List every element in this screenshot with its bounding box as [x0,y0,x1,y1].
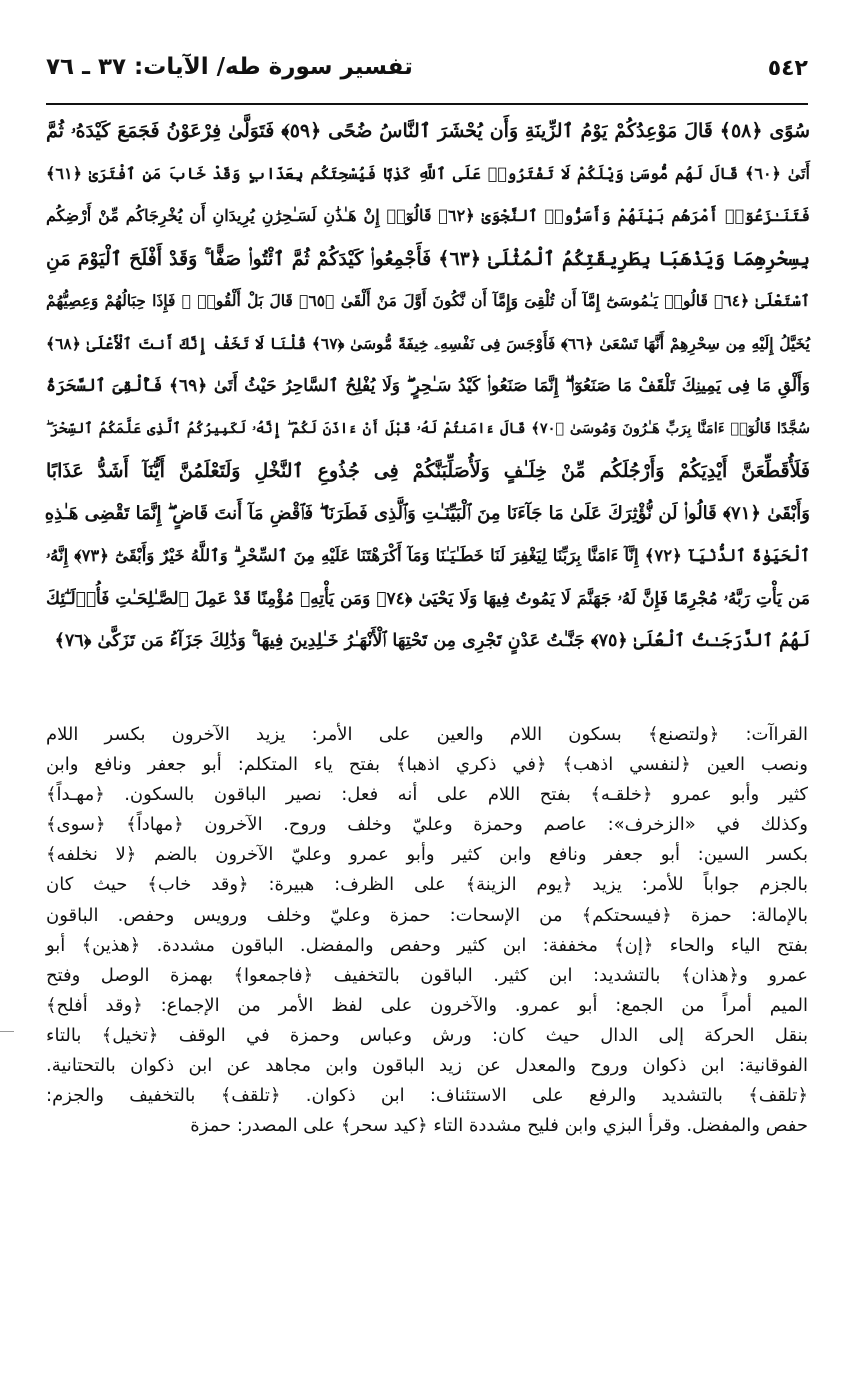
verse-line: فَتَنَـٰزَعُوٓا۟ أَمْرَهُم بَيْنَهُمْ وَأَسَرُّوا۟ ٱلنَّجْوَىٰ ﴿٦٢﴾ قَالُوٓا۟ إِنْ هَـٰذَٰنِ لَسَـٰحِرَٰنِ يُرِيدَانِ أَن يُخْرِجَاكُم مِّنْ أَرْضِكُم [46,206,810,225]
verse-line: وَأَبْقَىٰ ﴿٧١﴾ قَالُوا۟ لَن نُّؤْثِرَكَ عَلَىٰ مَا جَآءَنَا مِنَ ٱلْبَيِّنَـٰتِ وَٱلَّذِى فَطَرَنَا ۖ فَٱقْضِ مَآ أَنتَ قَاضٍ ۖ إِنَّمَا تَقْضِى هَـٰذِهِ [44,502,810,524]
commentary-line: بكسر السين: أبو جعفر ونافع وابن كثير وأبو عمرو وعليّ الآخرون بالضم ﴿لا نخلفه﴾ [46,844,808,866]
quran-verses-block [46,110,810,663]
page-header [46,50,808,100]
verse-line: يُخَيَّلُ إِلَيْهِ مِن سِحْرِهِمْ أَنَّهَا تَسْعَىٰ ﴿٦٦﴾ فَأَوْجَسَ فِى نَفْسِهِۦ خِيفَةً مُّوسَىٰ ﴿٦٧﴾ قُلْنَا لَا تَخَفْ إِنَّكَ أَنتَ ٱلْأَعْلَىٰ ﴿٦٨﴾ [46,333,810,353]
commentary-line: الفوقانية: ابن ذكوان وروح والمعدل عن زيد الباقون وابن مجاهد عن ابن ذكوان بالتحتانية. [46,1055,808,1077]
commentary-line: ﴿تلقف﴾ بالتشديد والرفع على الاستئناف: ابن ذكوان. ﴿تلقف﴾ بالتخفيف والجزم: [46,1085,808,1107]
commentary-line: بالإمالة: حمزة ﴿فيسحتكم﴾ من الإسحات: حمزة وعليّ وخلف ورويس وحفص. الباقون [46,904,808,926]
verse-line: أَتَىٰ ﴿٦٠﴾ قَالَ لَهُم مُّوسَىٰ وَيْلَكُمْ لَا تَفْتَرُوا۟ عَلَى ٱللَّهِ كَذِبًا فَيُسْحِتَكُم بِعَذَابٍ وَقَدْ خَابَ مَنِ ٱفْتَرَىٰ ﴿٦١﴾ [46,163,810,183]
verse-line: وَأَلْقِ مَا فِى يَمِينِكَ تَلْقَفْ مَا صَنَعُوٓا۟ ۖ إِنَّمَا صَنَعُوا۟ كَيْدُ سَـٰحِرٍ ۖ وَلَا يُفْلِحُ ٱلسَّاحِرُ حَيْثُ أَتَىٰ ﴿٦٩﴾ فَأُلْقِىَ ٱلسَّحَرَةُ [46,376,810,396]
commentary-line: بنقل الحركة إلى الدال حيث كان: ورش وعباس وحمزة في الوقف ﴿تخيل﴾ بالتاء [46,1024,808,1046]
commentary-line: بالجزم جواباً للأمر: يزيد ﴿يوم الزينة﴾ على الظرف: هبيرة: ﴿وقد خاب﴾ حيث كان [46,874,808,896]
commentary-line: حفص والمفضل. وقرأ البزي وابن فليح مشددة التاء ﴿كيد سحر﴾ على المصدر: حمزة [190,1115,808,1137]
verse-line: مَن يَأْتِ رَبَّهُۥ مُجْرِمًا فَإِنَّ لَهُۥ جَهَنَّمَ لَا يَمُوتُ فِيهَا وَلَا يَحْيَىٰ ﴿٧٤﴾ وَمَن يَأْتِهِۦ مُؤْمِنًا قَدْ عَمِلَ ٱلصَّـٰلِحَـٰتِ فَأُو۟لَـٰٓئِكَ [46,588,810,609]
commentary-line: وكذلك في «الزخرف»: عاصم وحمزة وعليّ وخلف وروح. الآخرون ﴿مهاداً﴾ ﴿سوى﴾ [46,814,808,836]
verse-line: ٱلْحَيَوٰةَ ٱلدُّنْيَآ ﴿٧٢﴾ إِنَّآ ءَامَنَّا بِرَبِّنَا لِيَغْفِرَ لَنَا خَطَـٰيَـٰنَا وَمَآ أَكْرَهْتَنَا عَلَيْهِ مِنَ ٱلسِّحْرِ ۗ وَٱللَّهُ خَيْرٌ وَأَبْقَىٰٓ ﴿٧٣﴾ إِنَّهُۥ [46,546,810,565]
verse-line: سُوًى ﴿٥٨﴾ قَالَ مَوْعِدُكُمْ يَوْمُ ٱلزِّينَةِ وَأَن يُحْشَرَ ٱلنَّاسُ ضُحًى ﴿٥٩﴾ فَتَوَلَّىٰ فِرْعَوْنُ فَجَمَعَ كَيْدَهُۥ ثُمَّ [46,120,811,142]
commentary-line: بفتح الياء والحاء ﴿إن﴾ مخففة: ابن كثير وحفص والمفضل. الباقون مشددة. ﴿هذين﴾ أبو [46,934,808,956]
verse-line: فَلَأُقَطِّعَنَّ أَيْدِيَكُمْ وَأَرْجُلَكُم مِّنْ خِلَـٰفٍ وَلَأُصَلِّبَنَّكُمْ فِى جُذُوعِ ٱلنَّخْلِ وَلَتَعْلَمُنَّ أَيُّنَآ أَشَدُّ عَذَابًا [46,460,810,482]
running-title: تفسير سورة طه/ الآيات: ٣٧ ـ ٧٦ [46,54,413,80]
readings-commentary [46,720,808,1141]
page-number: ٥٤٢ [767,56,808,81]
header-divider [46,103,808,105]
commentary-line: ونصب العين ﴿لنفسي اذهب﴾ ﴿في ذكري اذهبا﴾ بفتح ياء المتكلم: أبو جعفر ونافع وابن [46,754,808,776]
verse-line: سُجَّدًا قَالُوٓا۟ ءَامَنَّا بِرَبِّ هَـٰرُونَ وَمُوسَىٰ ﴿٧٠﴾ قَالَ ءَامَنتُمْ لَهُۥ قَبْلَ أَنْ ءَاذَنَ لَكُمْ ۖ إِنَّهُۥ لَكَبِيرُكُمُ ٱلَّذِى عَلَّمَكُمُ ٱلسِّحْرَ ۖ [46,419,811,437]
verse-line: لَهُمُ ٱلدَّرَجَـٰتُ ٱلْعُلَىٰ ﴿٧٥﴾ جَنَّـٰتُ عَدْنٍ تَجْرِى مِن تَحْتِهَا ٱلْأَنْهَـٰرُ خَـٰلِدِينَ فِيهَا ۚ وَذَٰلِكَ جَزَآءُ مَن تَزَكَّىٰ ﴿٧٦﴾ [54,631,810,651]
commentary-line: الميم أمراً من الجمع: أبو عمرو. والآخرون على لفظ الأمر من الإجماع: ﴿وقد أفلح﴾ [46,994,808,1016]
margin-mark [0,1031,14,1032]
verse-line: ٱسْتَعْلَىٰ ﴿٦٤﴾ قَالُوا۟ يَـٰمُوسَىٰٓ إِمَّآ أَن تُلْقِىَ وَإِمَّآ أَن نَّكُونَ أَوَّلَ مَنْ أَلْقَىٰ ﴿٦٥﴾ قَالَ بَلْ أَلْقُوا۟ ۖ فَإِذَا حِبَالُهُمْ وَعِصِيُّهُمْ [46,291,810,310]
commentary-line: القراآت: ﴿ولتصنع﴾ بسكون اللام والعين على الأمر: يزيد الآخرون بكسر اللام [46,724,808,745]
commentary-line: عمرو و﴿هذان﴾ بالتشديد: ابن كثير. الباقون بالتخفيف ﴿فاجمعوا﴾ بهمزة الوصل وفتح [46,964,808,986]
commentary-line: كثير وأبو عمرو ﴿خلقـه﴾ بفتح اللام على أنه فعل: نصير الباقون بالسكون. ﴿مهـداً﴾ [46,784,808,806]
verse-line: بِسِحْرِهِمَا وَيَذْهَبَا بِطَرِيقَتِكُمُ ٱلْمُثْلَىٰ ﴿٦٣﴾ فَأَجْمِعُوا۟ كَيْدَكُمْ ثُمَّ ٱئْتُوا۟ صَفًّا ۚ وَقَدْ أَفْلَحَ ٱلْيَوْمَ مَنِ [46,247,810,270]
